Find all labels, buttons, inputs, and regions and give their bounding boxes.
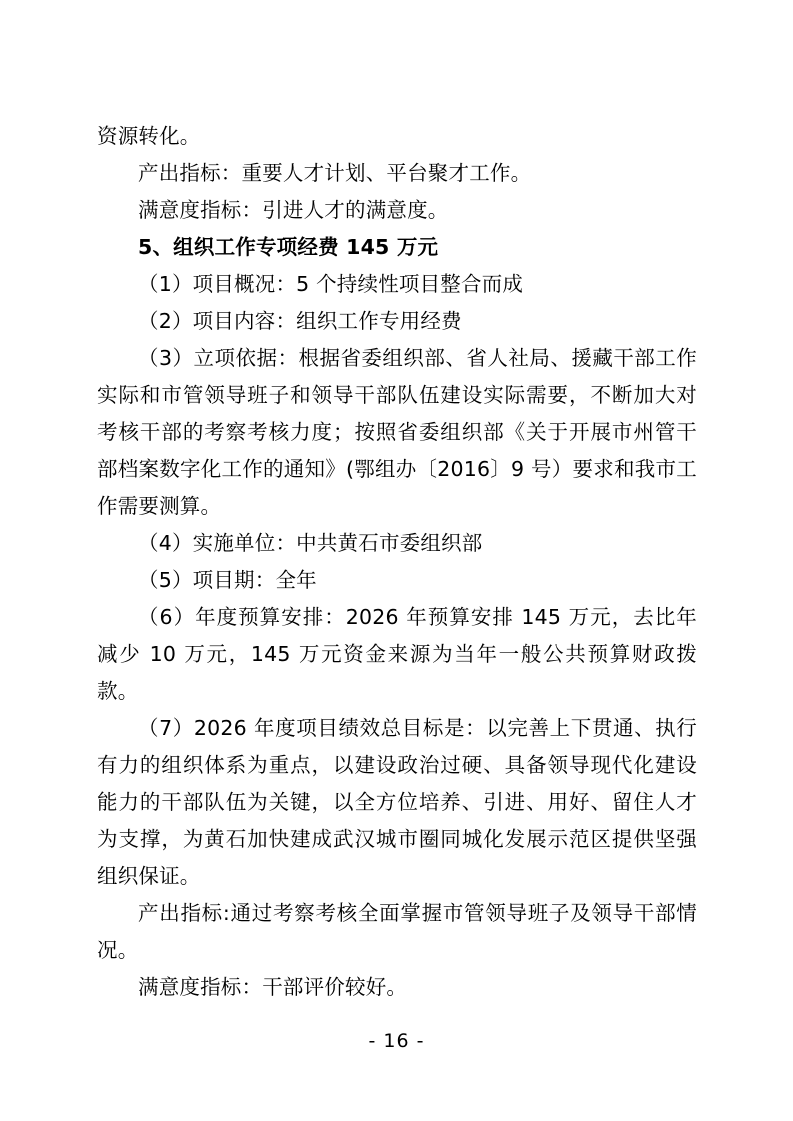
paragraph: （4）实施单位：中共黄石市委组织部: [138, 531, 483, 555]
paragraph: （1）项目概况：5 个持续性项目整合而成: [138, 272, 524, 296]
paragraph: 产出指标:通过考察考核全面掌握市管领导班子及领导干部情况。: [97, 901, 697, 962]
paragraph: （7）2026 年度项目绩效总目标是：以完善上下贯通、执行有力的组织体系为重点，以建设政治过硬、具备领导现代化建设能力的干部队伍为关键，以全方位培养、引进、用好、留住人才为支撑，为黄石加快建成武汉城市圈同城化发展示范区提供坚强组织保证。: [97, 716, 697, 888]
paragraph: （2）项目内容：组织工作专用经费: [138, 309, 462, 333]
paragraph: 资源转化。: [97, 124, 201, 148]
paragraph: 产出指标：重要人才计划、平台聚才工作。: [138, 161, 532, 185]
paragraph: （5）项目期：全年: [138, 568, 317, 592]
paragraph: 满意度指标：引进人才的满意度。: [138, 198, 449, 222]
page-number: - 16 -: [368, 1030, 425, 1052]
section-heading: 5、组织工作专项经费 145 万元: [138, 235, 439, 259]
paragraph: 满意度指标：干部评价较好。: [138, 975, 408, 999]
paragraph: （6）年度预算安排：2026 年预算安排 145 万元，去比年减少 10 万元，145 万元资金来源为当年一般公共预算财政拨款。: [97, 605, 697, 703]
document-body: [97, 118, 697, 1006]
paragraph: （3）立项依据：根据省委组织部、省人社局、援藏干部工作实际和市管领导班子和领导干部队伍建设实际需要，不断加大对考核干部的考察考核力度；按照省委组织部《关于开展市州管干部档案数字化工作的通知》(鄂组办〔2016〕9 号）要求和我市工作需要测算。: [97, 346, 697, 518]
